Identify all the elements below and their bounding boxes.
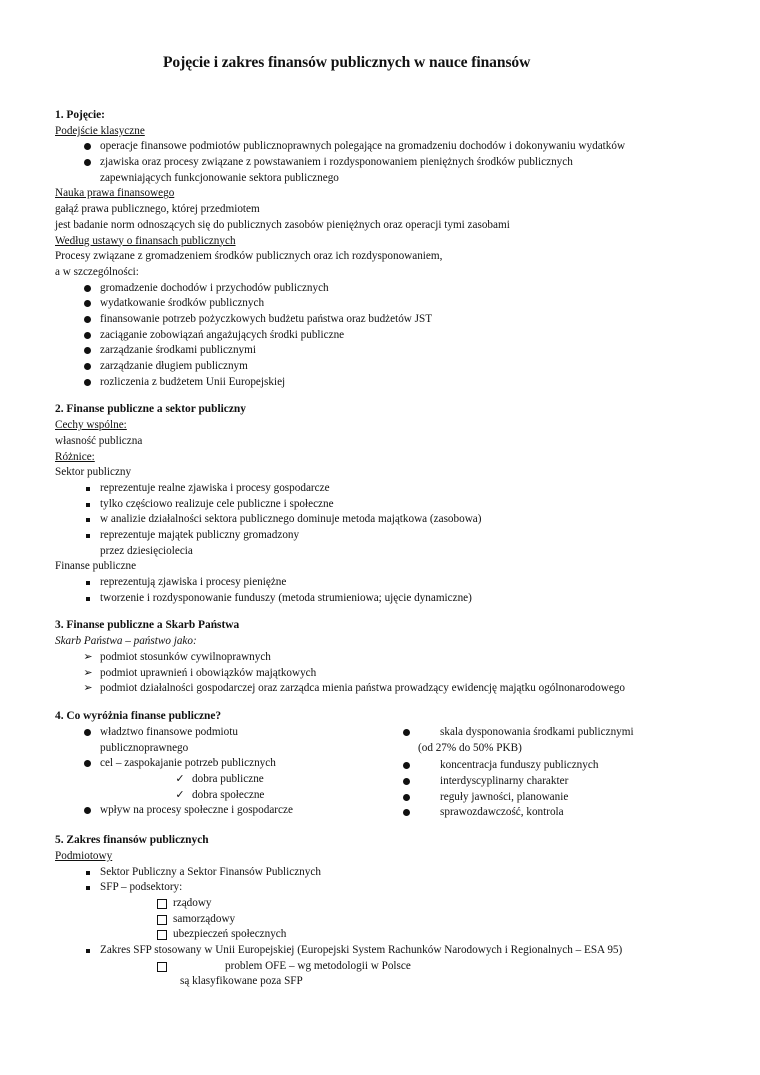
checkbox-icon — [157, 915, 167, 925]
list-item: ubezpieczeń społecznych — [55, 927, 705, 943]
checkbox-icon — [157, 899, 167, 909]
document-page — [55, 52, 705, 1002]
finance-list — [55, 575, 705, 606]
document-title: Pojęcie i zakres finansów publicznych w nauce finansów — [163, 54, 531, 71]
left-column — [55, 725, 400, 821]
section-heading: 5. Zakres finansów publicznych — [55, 833, 209, 846]
law-text: gałąź prawa publicznego, której przedmiotem — [55, 203, 260, 216]
list-item: władztwo finansowe podmiotu — [100, 725, 238, 738]
list-item: samorządowy — [55, 912, 705, 928]
common-label: Cechy wspólne: — [55, 419, 127, 432]
classic-list — [55, 139, 705, 186]
section-5 — [55, 833, 705, 990]
list-item: zarządzanie długiem publicznym — [100, 359, 248, 372]
list-item: wpływ na procesy społeczne i gospodarcze — [100, 804, 293, 817]
list-item-continuation: (od 27% do 50% PKB) — [418, 741, 522, 754]
list-item: rozliczenia z budżetem Unii Europejskiej — [100, 375, 286, 388]
checkbox-icon — [157, 962, 167, 972]
section-heading: 1. Pojęcie: — [55, 108, 105, 121]
section-2 — [55, 402, 705, 606]
list-item: ➢ podmiot działalności gospodarczej oraz zarządca mienia państwa prowadzący ewidencję majątku ogólnonarodowego — [55, 681, 705, 697]
common-value: własność publiczna — [55, 434, 143, 447]
list-item: Zakres SFP stosowany w Unii Europejskiej (Europejski System Rachunków Narodowych i Regionalnych – ESA 95) — [100, 943, 623, 956]
right-column — [400, 725, 705, 821]
list-item: ➢ podmiot uprawnień i obowiązków majątkowych — [55, 666, 705, 682]
section-subtitle: Skarb Państwa – państwo jako: — [55, 635, 197, 648]
section-3 — [55, 618, 705, 697]
checkmark-icon: ✓ — [175, 788, 185, 801]
list-item: zaciąganie zobowiązań angażujących środki publiczne — [100, 328, 345, 341]
sector-list — [55, 481, 705, 559]
list-item: tworzenie i rozdysponowanie funduszy (metoda strumieniowa; ujęcie dynamiczne) — [100, 591, 472, 604]
section-4 — [55, 709, 705, 821]
arrow-bullet-icon: ➢ — [83, 650, 93, 663]
list-item: cel – zaspokajanie potrzeb publicznych — [100, 757, 276, 770]
list-item: ✓ dobra społeczne — [55, 788, 400, 804]
checkmark-icon: ✓ — [175, 772, 185, 785]
section-heading: 3. Finanse publiczne a Skarb Państwa — [55, 619, 240, 632]
finance-label: Finanse publiczne — [55, 560, 137, 573]
subject-label: Podmiotowy — [55, 849, 113, 862]
list-item: reprezentują zjawiska i procesy pieniężne — [100, 575, 287, 588]
list-item: gromadzenie dochodów i przychodów publicznych — [100, 281, 329, 294]
list-item: Sektor Publiczny a Sektor Finansów Publicznych — [100, 865, 321, 878]
arrow-bullet-icon: ➢ — [83, 682, 93, 695]
act-list — [55, 281, 705, 391]
list-item: problem OFE – wg metodologii w Polsce — [55, 959, 705, 975]
list-item: ✓ dobra publiczne — [55, 772, 400, 788]
list-item: reprezentuje realne zjawiska i procesy gospodarcze — [100, 481, 330, 494]
list-item-continuation: są klasyfikowane poza SFP — [180, 975, 303, 988]
sector-label: Sektor publiczny — [55, 466, 132, 479]
law-text: jest badanie norm odnoszących się do publicznych zasobów pieniężnych oraz operacji tymi zasobami — [55, 218, 510, 231]
list-item: interdyscyplinarny charakter — [440, 774, 569, 787]
section-heading: 2. Finanse publiczne a sektor publiczny — [55, 403, 246, 416]
arrow-bullet-icon: ➢ — [83, 666, 93, 679]
treasury-list — [55, 650, 705, 697]
act-text: Procesy związane z gromadzeniem środków publicznych oraz ich rozdysponowaniem, — [55, 250, 443, 263]
list-item: ➢ podmiot stosunków cywilnoprawnych — [55, 650, 705, 666]
act-text: a w szczególności: — [55, 265, 139, 278]
checkbox-icon — [157, 930, 167, 940]
list-item: sprawozdawczość, kontrola — [440, 806, 564, 819]
list-item: zjawiska oraz procesy związane z powstawaniem i rozdysponowaniem pieniężnych środków publicznych — [100, 156, 573, 169]
list-item: rządowy — [55, 896, 705, 912]
list-item: skala dysponowania środkami publicznymi — [440, 725, 634, 738]
diff-label: Różnice: — [55, 450, 95, 463]
list-item: w analizie działalności sektora publicznego dominuje metoda majątkowa (zasobowa) — [100, 513, 482, 526]
two-column-list — [55, 725, 705, 821]
act-label: Według ustawy o finansach publicznych — [55, 234, 236, 247]
list-item: reprezentuje majątek publiczny gromadzony — [100, 528, 300, 541]
list-item: finansowanie potrzeb pożyczkowych budżetu państwa oraz budżetów JST — [100, 312, 433, 325]
list-item: SFP – podsektory: — [100, 881, 183, 894]
list-item-continuation: publicznoprawnego — [100, 741, 189, 754]
classic-label: Podejście klasyczne — [55, 124, 145, 137]
section-heading: 4. Co wyróżnia finanse publiczne? — [55, 709, 222, 722]
list-item: tylko częściowo realizuje cele publiczne i społeczne — [100, 497, 334, 510]
section-1 — [55, 108, 705, 390]
list-item-continuation: przez dziesięciolecia — [100, 544, 193, 557]
list-item: koncentracja funduszy publicznych — [440, 759, 599, 772]
law-label: Nauka prawa finansowego — [55, 187, 175, 200]
list-item: zarządzanie środkami publicznymi — [100, 344, 256, 357]
list-item: reguły jawności, planowanie — [440, 790, 569, 803]
list-item: wydatkowanie środków publicznych — [100, 297, 265, 310]
list-item-continuation: zapewniających funkcjonowanie sektora publicznego — [100, 171, 339, 184]
list-item: operacje finansowe podmiotów publicznoprawnych polegające na gromadzeniu dochodów i dokonywaniu wydatków — [100, 140, 626, 153]
